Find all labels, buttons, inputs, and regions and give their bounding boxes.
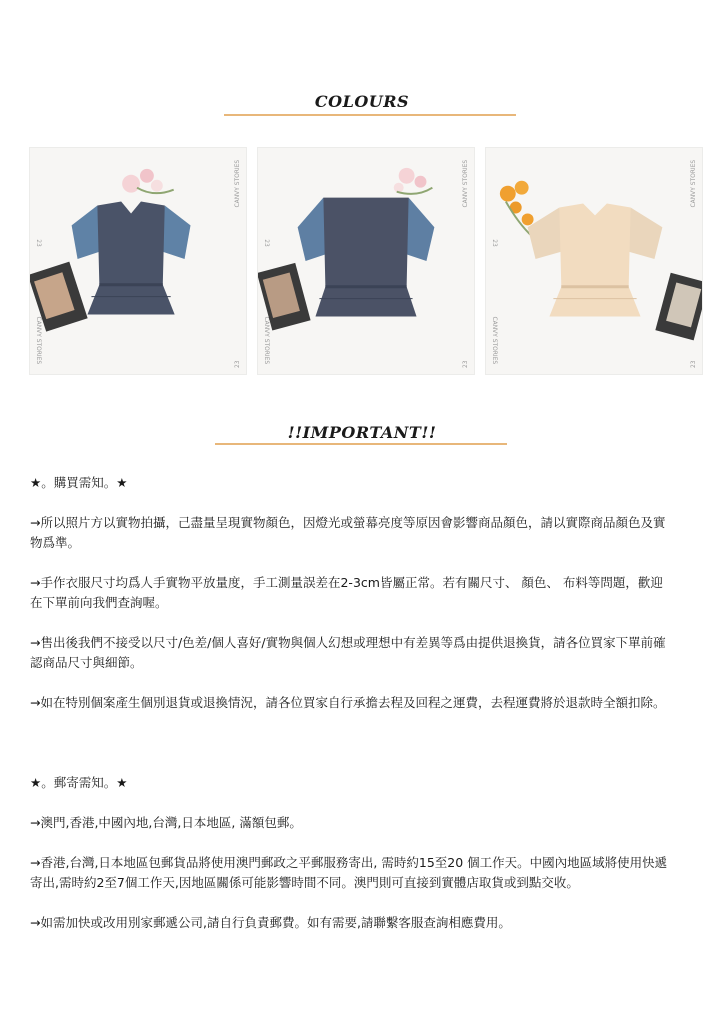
purchase-note-2: →手作衣服尺寸均爲人手實物平放量度，手工測量誤差在2-3cm皆屬正常。若有關尺寸、 顏色、 布料等問題，歡迎在下單前向我們查詢喔。 [30,575,663,610]
svg-text:CANVY STORIES: CANVY STORIES [262,316,270,365]
product-photo-navy-back [257,147,475,375]
important-divider [215,443,507,445]
purchase-note-4: →如在特別個案產生個別退貨或退換情況，請各位買家自行承擔去程及回程之運費，去程運費將於退款時全額扣除。 [30,695,666,710]
svg-text:CANVY STORIES: CANVY STORIES [462,159,470,208]
flower [140,169,154,183]
svg-text:CANVY STORIES: CANVY STORIES [34,316,42,365]
purchase-title: ★。購買需知。★ [30,475,128,490]
svg-text:23: 23 [690,360,698,369]
flower [122,175,140,193]
brand-watermark-text: CANVY STORIES [234,159,242,208]
colours-heading: COLOURS [314,92,410,111]
garment-sleeve-right [161,206,191,260]
garment-body [87,202,174,315]
product-photo-blue-front [29,147,247,375]
purchase-notes [30,473,670,713]
product-photo-cream-front [485,147,703,375]
shipping-note-3: →如需加快或改用別家郵遞公司,請自行負責郵費。如有需要,請聯繫客服查詢相應費用。 [30,915,511,930]
purchase-note-1: →所以照片方以實物拍攝，己盡量呈現實物顏色，因燈光或螢幕亮度等原因會影響商品顏色，請以實際商品顏色及實物爲準。 [30,515,666,550]
shipping-note-1: →澳門,香港,中國內地,台灣,日本地區, 滿額包郵。 [30,815,302,830]
svg-text:23: 23 [34,239,42,247]
purchase-note-3: →售出後我們不接受以尺寸/色差/個人喜好/實物與個人幻想或理想中有差異等爲由提供退換貨，請各位買家下單前確認商品尺寸與細節。 [30,635,666,670]
svg-text:23: 23 [234,360,242,369]
shipping-note-2: →香港,台灣,日本地區包郵貨品將使用澳門郵政之平郵服務寄出, 需時約15至20 個工作天。中國內地區域將使用快遞寄出,需時約2至7個工作天,因地區關係可能影響時間不同。澳門則可直接到實體店取貨或到點交收。 [30,855,668,890]
svg-text:23: 23 [262,239,270,247]
svg-text:23: 23 [462,360,470,369]
shipping-title: ★。郵寄需知。★ [30,775,128,790]
svg-text:CANVY STORIES: CANVY STORIES [690,159,698,208]
svg-text:CANVY STORIES: CANVY STORIES [490,316,498,365]
svg-text:23: 23 [490,239,498,247]
garment-sleeve-left [72,206,102,260]
colours-divider [224,114,516,116]
flower [151,180,163,192]
shipping-notes [30,773,670,933]
important-heading: !!IMPORTANT!! [287,423,437,442]
